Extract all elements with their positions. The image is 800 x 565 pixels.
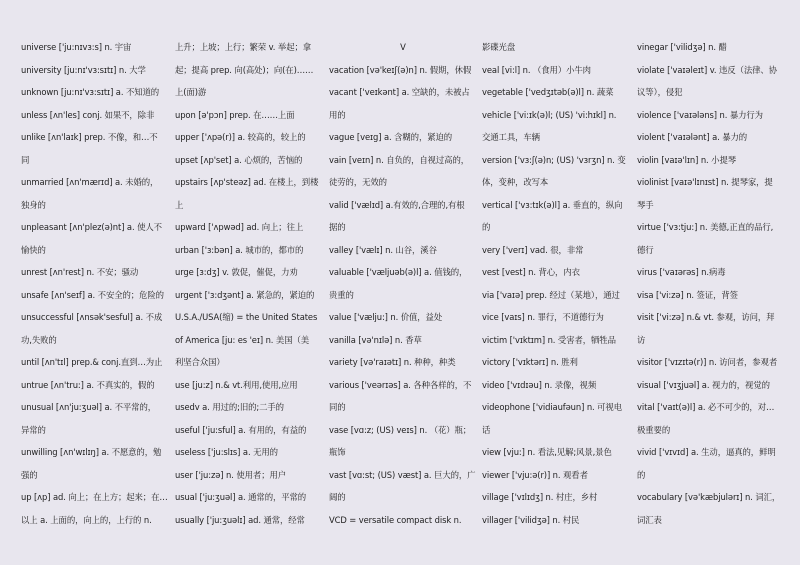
section-letter-heading: V	[400, 42, 406, 52]
entry-line: 阔的	[329, 492, 346, 502]
entry-line: veal [vi:l] n. （食用）小牛肉	[482, 64, 591, 75]
entry-line: upstairs [ʌp'steəz] ad. 在楼上，到楼	[175, 177, 319, 187]
entry-line: violinist [vaɪə'lɪnɪst] n. 提琴家，提	[637, 177, 773, 187]
entry-line: 用的	[329, 109, 346, 120]
entry-line: university [ju:nɪ'vɜ:sɪtɪ] n. 大学	[21, 64, 146, 75]
entry-line: 起；提高 prep. 向(高处)；向(在)……	[175, 64, 314, 75]
entry-line: 利坚合众国）	[175, 357, 225, 367]
entry-line: user ['ju:zə] n. 使用者；用户	[175, 469, 287, 480]
entry-line: video ['vɪdɪəu] n. 录像，视频	[482, 379, 597, 390]
entry-line: unlike [ʌn'laɪk] prep. 不像，和…不	[21, 132, 158, 142]
entry-line: victim ['vɪktɪm] n. 受害者，牺牲品	[482, 334, 616, 345]
entry-line: unless [ʌn'les] conj. 如果不，除非	[21, 109, 155, 120]
entry-line: 词汇表	[637, 514, 662, 525]
entry-line: vital ['vaɪt(ə)l] a. 必不可少的，对…	[637, 402, 775, 412]
entry-line: urge [ɜ:dʒ] v. 敦促，催促，力劝	[175, 267, 298, 277]
entry-line: various ['veərɪəs] a. 各种各样的，不	[329, 379, 472, 390]
entry-line: 体，变种，改写本	[482, 177, 549, 187]
entry-line: universe ['ju:nɪvɜ:s] n. 宇宙	[21, 42, 132, 52]
entry-line: unmarried [ʌn'mærɪd] a. 未婚的，	[21, 177, 159, 187]
entry-line: use [ju:z] n.& vt.利用,使用,应用	[175, 379, 298, 390]
entry-line: urgent ['ɜ:dʒənt] a. 紧急的，紧迫的	[175, 289, 315, 300]
entry-line: usually ['ju:ʒuəlɪ] ad. 通常，经常	[175, 514, 305, 525]
entry-line: vinegar ['vilidʒə] n. 醋	[637, 42, 727, 52]
entry-line: unpleasant [ʌn'plez(ə)nt] a. 使人不	[21, 222, 162, 232]
entry-line: upward ['ʌpwəd] ad. 向上；往上	[175, 222, 304, 232]
entry-line: vegetable ['vedʒɪtəb(ə)l] n. 蔬菜	[482, 87, 614, 97]
entry-line: 的	[482, 222, 491, 232]
entry-line: usedv a. 用过的;旧的;二手的	[175, 402, 284, 412]
entry-line: vanilla [və'nɪlə] n. 香草	[329, 334, 422, 345]
entry-line: visitor ['vɪzɪtə(r)] n. 访问者，参观者	[637, 357, 778, 367]
entry-line: viewer ['vju:ə(r)] n. 观看者	[482, 469, 588, 480]
entry-line: up [ʌp] ad. 向上；在上方；起来；在…	[21, 492, 168, 502]
entry-line: 徒劳的，无效的	[329, 177, 387, 187]
entry-line: 愉快的	[21, 244, 46, 255]
entry-line: unknown [ju:nɪ'vɜ:sɪtɪ] a. 不知道的	[21, 87, 160, 97]
entry-line: urban ['ɜ:bən] a. 城市的，都市的	[175, 244, 304, 255]
entry-line: 影碟光盘	[482, 42, 516, 52]
entry-line: 上升；上坡；上行；繁荣 v. 举起；拿	[175, 42, 312, 52]
entry-line: until [ʌn'tɪl] prep.& conj.直到…为止	[21, 357, 163, 367]
entry-line: 瓶饰	[329, 447, 346, 457]
entry-line: vase [vɑ:z; (US) veɪs] n. （花）瓶；	[329, 424, 472, 435]
entry-line: upset [ʌp'set] a. 心烦的，苦恼的	[175, 154, 303, 165]
entry-line: 交通工具，车辆	[482, 132, 540, 142]
entry-line: villager ['vilidʒə] n. 村民	[482, 514, 580, 525]
entry-line: version ['vɜ:ʃ(ə)n; (US) 'vɜrʒn] n. 变	[482, 154, 626, 165]
entry-line: upper ['ʌpə(r)] a. 较高的，较上的	[175, 132, 306, 142]
entry-line: 异常的	[21, 424, 46, 435]
entry-line: 极重要的	[637, 424, 671, 435]
entry-line: 上(面)游	[175, 87, 207, 97]
entry-line: 以上 a. 上面的，向上的，上行的 n.	[21, 514, 152, 525]
entry-line: 访	[637, 334, 646, 345]
entry-line: 琴手	[637, 199, 654, 210]
entry-line: untrue [ʌn'tru:] a. 不真实的，假的	[21, 379, 155, 390]
entry-line: variety [və'raɪətɪ] n. 种种，种类	[329, 357, 456, 367]
word-column-3	[329, 36, 482, 565]
entry-line: visit ['vi:zə] n.& vt. 参观，访问，拜	[637, 312, 775, 322]
entry-line: 功,失败的	[21, 334, 57, 345]
entry-line: vertical ['vɜ:tɪk(ə)l] a. 垂直的，纵向	[482, 199, 623, 210]
entry-line: U.S.A./USA(缩) = the United States	[175, 312, 318, 322]
entry-line: vacant ['veɪkənt] a. 空缺的，未被占	[329, 87, 470, 97]
entry-line: unsafe [ʌn'seɪf] a. 不安全的；危险的	[21, 289, 164, 300]
entry-line: 同的	[329, 402, 346, 412]
entry-line: vague [veɪg] a. 含糊的，紧迫的	[329, 132, 453, 142]
entry-line: via ['vaɪə] prep. 经过（某地），通过	[482, 289, 620, 300]
entry-line: vain [veɪn] n. 自负的，自视过高的，	[329, 154, 469, 165]
entry-line: unrest [ʌn'rest] n. 不安；骚动	[21, 267, 139, 277]
entry-line: unwilling [ʌn'wɪlɪŋ] a. 不愿意的，勉	[21, 447, 162, 457]
entry-line: vice [vaɪs] n. 罪行，不道德行为	[482, 312, 604, 322]
entry-line: 强的	[21, 469, 38, 480]
entry-line: victory ['vɪktərɪ] n. 胜利	[482, 357, 578, 367]
entry-line: useless ['ju:slɪs] a. 无用的	[175, 447, 278, 457]
word-column-5	[637, 36, 792, 565]
entry-line: 的	[637, 469, 646, 480]
entry-line: 话	[482, 424, 491, 435]
entry-line: 独身的	[21, 199, 46, 210]
entry-line: vest [vest] n. 背心，内衣	[482, 267, 580, 277]
entry-line: 议等），侵犯	[637, 87, 683, 97]
entry-line: vehicle ['vi:ɪk(ə)l; (US) 'vi:hɪkl] n.	[482, 109, 617, 120]
entry-line: vivid ['vɪvɪd] a. 生动，逼真的，鲜明	[637, 447, 776, 457]
entry-line: virus ['vaɪərəs] n.病毒	[637, 267, 726, 277]
entry-line: 同	[21, 154, 30, 165]
entry-line: valuable ['væljuəb(ə)l] a. 值钱的，	[329, 267, 468, 277]
entry-line: vocabulary [və'kæbjulərɪ] n. 词汇，	[637, 492, 781, 502]
entry-line: VCD = versatile compact disk n.	[329, 514, 462, 525]
entry-line: visual ['vɪʒjuəl] a. 视力的，视觉的	[637, 379, 770, 390]
entry-line: virtue ['vɜ:tju:] n. 美德,正直的品行,	[637, 222, 774, 232]
entry-line: 据的	[329, 222, 346, 232]
entry-line: violin [vaɪə'lɪn] n. 小提琴	[637, 154, 736, 165]
entry-line: useful ['ju:sful] a. 有用的，有益的	[175, 424, 307, 435]
entry-line: violate ['vaɪəleɪt] v. 违反（法律、协	[637, 64, 777, 75]
entry-line: village ['vɪlɪdʒ] n. 村庄，乡村	[482, 492, 598, 502]
entry-line: visa ['vi:zə] n. 签证，背签	[637, 289, 738, 300]
entry-line: view [vju:] n. 看法,见解;风景,景色	[482, 447, 612, 457]
entry-line: value ['vælju:] n. 价值，益处	[329, 312, 443, 322]
entry-line: unsuccessful [ʌnsək'sesful] a. 不成	[21, 312, 163, 322]
entry-line: violence ['vaɪələns] n. 暴力行为	[637, 109, 763, 120]
entry-line: 贵重的	[329, 289, 354, 300]
entry-line: vacation [və'keɪʃ(ə)n] n. 假期，休假	[329, 64, 472, 75]
entry-line: usual ['ju:ʒuəl] a. 通常的，平常的	[175, 492, 307, 502]
entry-line: videophone ['vidiaufəun] n. 可视电	[482, 402, 622, 412]
entry-line: unusual [ʌn'ju:ʒuəl] a. 不平常的，	[21, 402, 156, 412]
entry-line: valid ['vælɪd] a.有效的,合理的,有根	[329, 199, 465, 210]
entry-line: very ['verɪ] vad. 很，非常	[482, 244, 584, 255]
entry-line: vast [vɑ:st; (US) væst] a. 巨大的，广	[329, 469, 476, 480]
word-column-4	[482, 36, 637, 565]
word-column-2	[175, 36, 329, 565]
entry-line: violent ['vaɪələnt] a. 暴力的	[637, 132, 748, 142]
entry-line: 德行	[637, 244, 654, 255]
entry-line: 上	[175, 199, 184, 210]
entry-line: of America [ju: es 'eɪ] n. 美国（美	[175, 334, 310, 345]
word-column-1	[21, 36, 175, 565]
entry-line: valley ['vælɪ] n. 山谷，溪谷	[329, 244, 437, 255]
entry-line: upon [ə'pɔn] prep. 在……上面	[175, 109, 295, 120]
